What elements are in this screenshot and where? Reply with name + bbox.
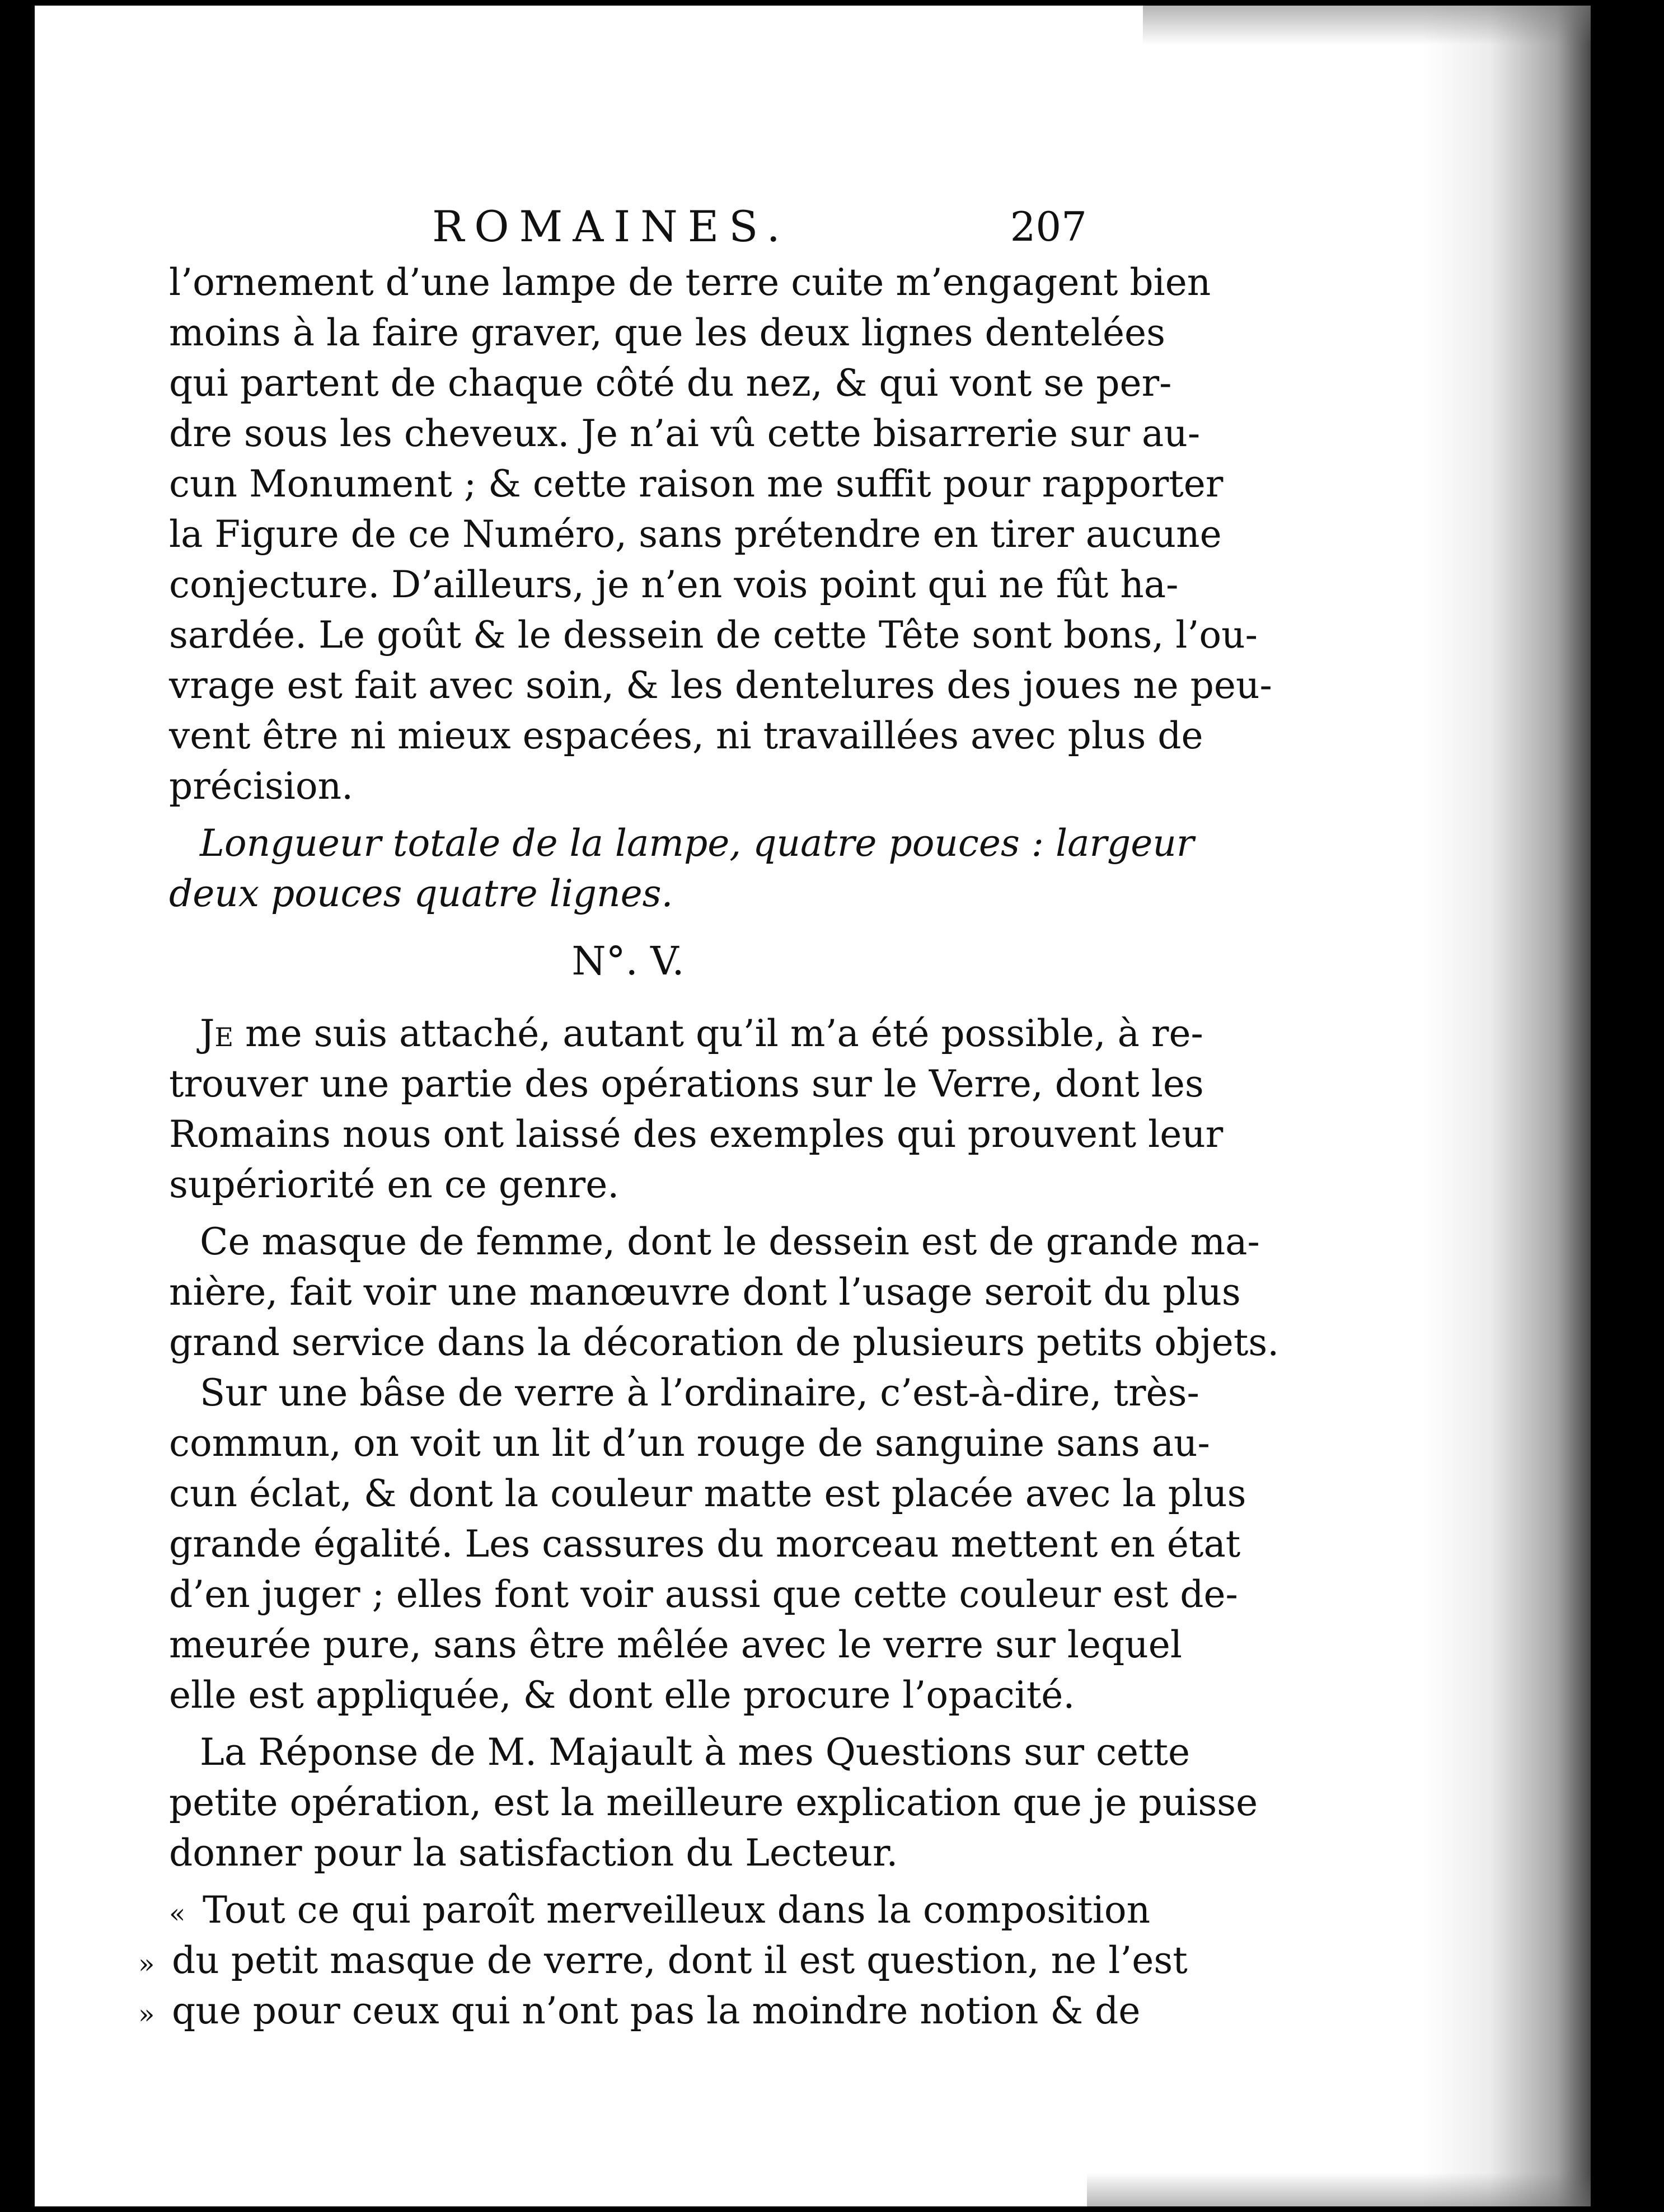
text-line: [138, 1936, 1188, 1986]
text-line: dre sous les cheveux. Je n’ai vû cette bisarrerie sur au-: [169, 412, 1201, 455]
paragraph-2: [169, 1009, 1224, 1210]
text-span: Tout ce qui paroît merveilleux dans la composition: [203, 1888, 1151, 1932]
text-line: précision.: [169, 765, 354, 808]
text-line: petite opération, est la meilleure explication que je puisse: [169, 1781, 1258, 1824]
spacer: [169, 812, 1087, 818]
text-line: Romains nous ont laissé des exemples qui prouvent leur: [169, 1113, 1224, 1156]
paragraph-1: [169, 257, 1272, 812]
text-line: [169, 1885, 1151, 1936]
text-line: grande égalité. Les cassures du morceau mettent en état: [169, 1522, 1241, 1566]
page-number: 207: [1010, 203, 1087, 250]
book-page: [35, 6, 1591, 2206]
quote-mark: »: [138, 1948, 155, 1980]
running-head: [169, 196, 1087, 257]
text-line: meurée pure, sans être mêlée avec le verre sur lequel: [169, 1623, 1182, 1666]
text-span: du petit masque de verre, dont il est question, ne l’est: [172, 1939, 1188, 1982]
measurement-note: [169, 818, 1194, 919]
text-line: [169, 1009, 1203, 1059]
text-block: [138, 196, 1279, 2036]
text-line: sardée. Le goût & le dessein de cette Tête sont bons, l’ou-: [169, 613, 1258, 657]
quotation: [138, 1885, 1188, 2036]
text-line: Longueur totale de la lampe, quatre pouces : largeur: [200, 822, 1194, 865]
quote-mark: »: [138, 1999, 155, 2030]
text-line: la Figure de ce Numéro, sans prétendre en tirer aucune: [169, 513, 1222, 556]
text-line: La Réponse de M. Majault à mes Questions sur cette: [200, 1731, 1190, 1774]
paragraph-4: [169, 1368, 1246, 1721]
text-line: donner pour la satisfaction du Lecteur.: [169, 1831, 898, 1874]
paragraph-5: [169, 1727, 1258, 1878]
text-line: l’ornement d’une lampe de terre cuite m’engagent bien: [169, 261, 1211, 304]
page-edge-shadow-bottom: [1087, 2173, 1591, 2206]
text-line: vrage est fait avec soin, & les dentelures des joues ne peu-: [169, 664, 1272, 707]
section-heading: N°. V.: [571, 938, 685, 984]
text-span: que pour ceux qui n’ont pas la moindre notion & de: [172, 1989, 1141, 2032]
page-edge-shadow-right: [1423, 6, 1591, 2206]
page-edge-shadow-top: [1143, 6, 1591, 45]
text-line: moins à la faire graver, que les deux lignes dentelées: [169, 311, 1165, 354]
quote-mark: «: [169, 1898, 186, 1929]
text-line: qui partent de chaque côté du nez, & qui vont se per-: [169, 362, 1172, 405]
text-span: me suis attaché, autant qu’il m’a été possible, à re-: [233, 1012, 1203, 1055]
text-line: conjecture. D’ailleurs, je n’en vois point qui ne fût ha-: [169, 563, 1179, 606]
spacer: [169, 1721, 1087, 1727]
dropcap-word: Je: [200, 1012, 234, 1055]
spacer: [169, 1878, 1087, 1885]
text-line: grand service dans la décoration de plusieurs petits objets.: [169, 1321, 1279, 1364]
text-line: cun éclat, & dont la couleur matte est placée avec la plus: [169, 1472, 1246, 1515]
text-line: deux pouces quatre lignes.: [169, 872, 673, 915]
text-line: nière, fait voir une manœuvre dont l’usage seroit du plus: [169, 1271, 1241, 1314]
text-line: vent être ni mieux espacées, ni travaillées avec plus de: [169, 714, 1203, 757]
text-line: [138, 1986, 1141, 2036]
text-line: d’en juger ; elles font voir aussi que cette couleur est de-: [169, 1573, 1238, 1616]
text-line: commun, on voit un lit d’un rouge de sanguine sans au-: [169, 1422, 1210, 1465]
paragraph-3: [169, 1217, 1279, 1368]
text-line: trouver une partie des opérations sur le Verre, dont les: [169, 1062, 1204, 1105]
text-line: Sur une bâse de verre à l’ordinaire, c’est-à-dire, très-: [200, 1371, 1199, 1414]
text-line: cun Monument ; & cette raison me suffit pour rapporter: [169, 462, 1224, 505]
text-line: Ce masque de femme, dont le dessein est de grande ma-: [200, 1220, 1260, 1263]
running-head-title: ROMAINES.: [432, 201, 790, 251]
spacer: [169, 1210, 1087, 1217]
text-line: supériorité en ce genre.: [169, 1163, 620, 1206]
text-line: elle est appliquée, & dont elle procure l’opacité.: [169, 1674, 1075, 1717]
